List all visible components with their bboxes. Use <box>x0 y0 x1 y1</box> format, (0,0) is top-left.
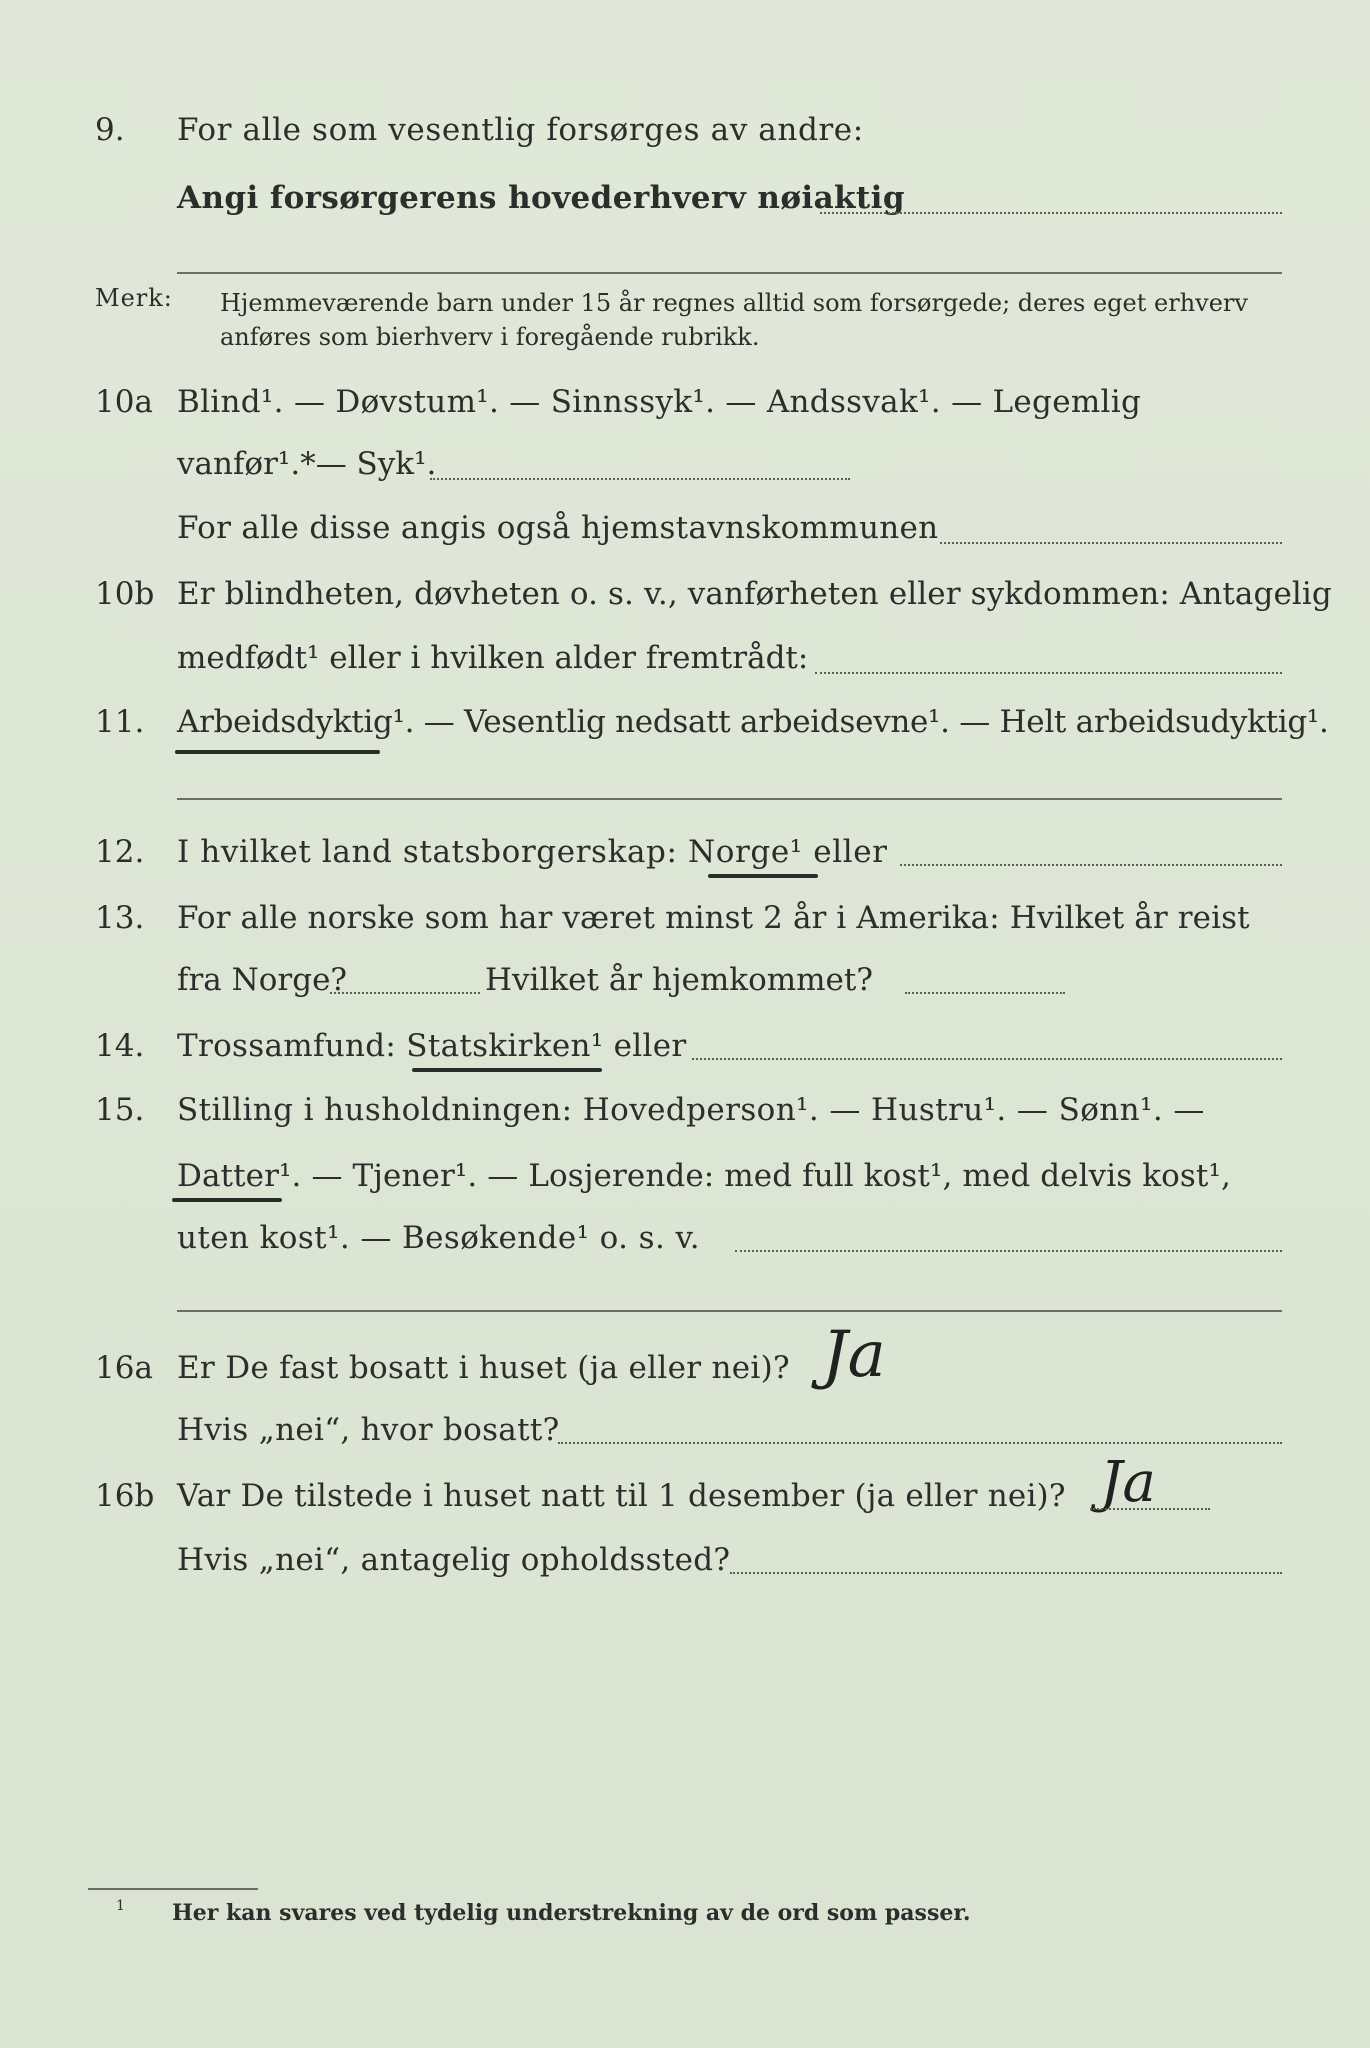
question-text: Angi forsørgerens hovederhverv nøiaktig <box>177 180 905 216</box>
question-text: I hvilket land statsborgerskap: Norge¹ eller <box>177 834 888 870</box>
question-text: For alle som vesentlig forsørges av andre: <box>177 112 864 148</box>
answer-line[interactable] <box>430 478 850 480</box>
footnote-mark: 1 <box>116 1898 125 1914</box>
handwritten-answer: Ja <box>1100 1450 1156 1515</box>
question-text: uten kost¹. — Besøkende¹ o. s. v. <box>177 1220 700 1256</box>
question-text: Var De tilstede i huset natt til 1 desember (ja eller nei)? <box>177 1478 1066 1514</box>
answer-line[interactable] <box>815 672 1282 674</box>
answer-line[interactable] <box>735 1250 1282 1252</box>
question-text: vanfør¹.*— Syk¹. <box>177 446 437 482</box>
question-text: Stilling i husholdningen: Hovedperson¹. — Hustru¹. — Sønn¹. — <box>177 1092 1205 1128</box>
question-text: fra Norge? <box>177 962 348 998</box>
handwritten-answer: Ja <box>822 1318 886 1392</box>
handwritten-underline <box>172 1198 282 1202</box>
handwritten-underline <box>708 874 818 878</box>
question-text: Arbeidsdyktig¹. — Vesentlig nedsatt arbeidsevne¹. — Helt arbeidsudyktig¹. <box>177 704 1329 740</box>
question-text: Er blindheten, døvheten o. s. v., vanførheten eller sykdommen: Antagelig <box>177 576 1332 612</box>
answer-line[interactable] <box>940 542 1282 544</box>
question-number: 16a <box>95 1350 153 1386</box>
question-text: Datter¹. — Tjener¹. — Losjerende: med full kost¹, med delvis kost¹, <box>177 1158 1231 1194</box>
question-text: Trossamfund: Statskirken¹ eller <box>177 1028 687 1064</box>
question-number: 14. <box>95 1028 145 1064</box>
answer-line[interactable] <box>900 864 1282 866</box>
answer-line[interactable] <box>177 272 1282 274</box>
question-number: 10a <box>95 384 153 420</box>
footnote-divider <box>88 1888 258 1890</box>
question-text: Hvis „nei“, hvor bosatt? <box>177 1412 560 1448</box>
note-text: Hjemmeværende barn under 15 år regnes alltid som forsørgede; deres eget erhverv anføres som bierhverv i foregående rubrikk. <box>220 289 1248 351</box>
note-label: Merk: <box>95 284 173 312</box>
question-text: For alle disse angis også hjemstavnskommunen <box>177 510 939 546</box>
question-number: 12. <box>95 834 145 870</box>
answer-line[interactable] <box>820 212 1282 214</box>
question-number: 10b <box>95 576 155 612</box>
handwritten-underline <box>175 750 380 754</box>
answer-line[interactable] <box>905 992 1065 994</box>
answer-line[interactable] <box>177 798 1282 800</box>
question-number: 9. <box>95 112 125 148</box>
answer-line[interactable] <box>692 1058 1282 1060</box>
answer-line[interactable] <box>1090 1508 1210 1510</box>
question-text: Blind¹. — Døvstum¹. — Sinnssyk¹. — Andssvak¹. — Legemlig <box>177 384 1142 420</box>
question-text: medfødt¹ eller i hvilken alder fremtrådt: <box>177 640 809 676</box>
question-number: 13. <box>95 900 145 936</box>
question-text: Hvilket år hjemkommet? <box>485 962 873 998</box>
answer-line[interactable] <box>330 992 480 994</box>
question-number: 15. <box>95 1092 145 1128</box>
question-text: Hvis „nei“, antagelig opholdssted? <box>177 1542 731 1578</box>
answer-line[interactable] <box>177 1310 1282 1312</box>
question-text: Er De fast bosatt i huset (ja eller nei)? <box>177 1350 790 1386</box>
footnote-text: Her kan svares ved tydelig understrekning av de ord som passer. <box>172 1900 971 1926</box>
question-number: 16b <box>95 1478 155 1514</box>
answer-line[interactable] <box>558 1442 1282 1444</box>
handwritten-underline <box>412 1068 602 1072</box>
question-text: For alle norske som har været minst 2 år i Amerika: Hvilket år reist <box>177 900 1250 936</box>
question-number: 11. <box>95 704 145 740</box>
answer-line[interactable] <box>730 1572 1282 1574</box>
